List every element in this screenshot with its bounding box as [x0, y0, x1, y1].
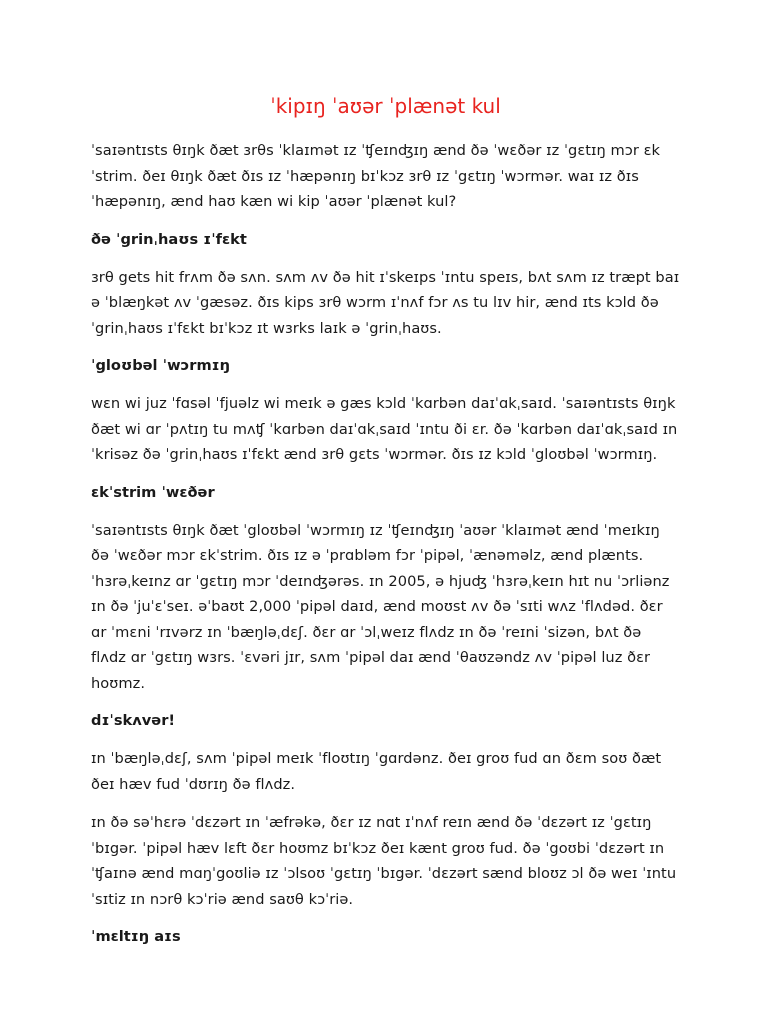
section-heading-greenhouse-effect: ðə ˈgrinˌhaʊs ɪˈfɛkt: [91, 230, 247, 248]
section-heading-global-warming: ˈgloʊbəl ˈwɔrmɪŋ: [91, 357, 230, 374]
global-warming-paragraph: wɛn wi juz ˈfɑsəl ˈfjuəlz wi meɪk ə gæs kɔld ˈkɑrbən daɪˈɑkˌsaɪd. ˈsaɪəntɪsts θɪŋk ðæt wi ɑr ˈpʌtɪŋ tu mʌʧ ˈkɑrbən daɪˈɑkˌsaɪd ˈɪntu ði ɛr. ðə ˈkɑrbən daɪˈɑkˌsaɪd ɪnˈkrisəz ðə ˈgrinˌhaʊs ɪˈfɛkt ænd ɜrθ gɛts ˈwɔrmər. ðɪs ɪz kɔld ˈgloʊbəl ˈwɔrmɪŋ.: [91, 395, 678, 463]
section-heading-melting-ice: ˈmɛltɪŋ aɪs: [91, 928, 181, 945]
section-heading-extreme-weather: ɛkˈstrim ˈwɛðər: [91, 483, 215, 501]
greenhouse-effect-paragraph: ɜrθ gets hit frʌm ðə sʌn. sʌm ʌv ðə hit ɪˈskeɪps ˈɪntu speɪs, bʌt sʌm ɪz træpt baɪ ə ˈblæŋkət ʌv ˈgæsəz. ðɪs kips ɜrθ wɔrm ɪˈnʌf fɔr ʌs tu lɪv hir, ænd ɪts kɔld ðə ˈgrinˌhaʊs ɪˈfɛkt bɪˈkɔz ɪt wɜrks laɪk ə ˈgrinˌhaʊs.: [91, 268, 680, 337]
intro-paragraph: ˈsaɪəntɪsts θɪŋk ðæt ɜrθs ˈklaɪmət ɪz ˈʧeɪnʤɪŋ ænd ðə ˈwɛðər ɪz ˈgɛtɪŋ mɔr ɛkˈstrim. ðeɪ θɪŋk ðæt ðɪs ɪz ˈhæpənɪŋ bɪˈkɔz ɜrθ ɪz ˈgɛtɪŋ ˈwɔrmər. waɪ ɪz ðɪs ˈhæpənɪŋ, ænd haʊ kæn wi kip ˈaʊər ˈplænət kul?: [91, 142, 661, 210]
discover-paragraph-1: ɪn ˈbæŋləˌdɛʃ, sʌm ˈpipəl meɪk ˈfloʊtɪŋ ˈgɑrdənz. ðeɪ groʊ fud ɑn ðɛm soʊ ðæt ðeɪ hæv fud ˈdʊrɪŋ ðə flʌdz.: [91, 750, 662, 793]
document-title: ˈkipɪŋ ˈaʊər ˈplænət kul: [270, 94, 501, 118]
discover-paragraph-2: ɪn ðə səˈhɛrə ˈdɛzərt ɪn ˈæfrəkə, ðɛr ɪz nɑt ɪˈnʌf reɪn ænd ðə ˈdɛzərt ɪz ˈgɛtɪŋ ˈbɪgər. ˈpipəl hæv lɛft ðɛr hoʊmz bɪˈkɔz ðeɪ kænt groʊ fud. ðə ˈgoʊbi ˈdɛzərt ɪn ˈʧaɪnə ænd mɑŋˈgoʊliə ɪz ˈɔlsoʊ ˈgɛtɪŋ ˈbɪgər. ˈdɛzərt sænd bloʊz ɔl ðə weɪ ˈɪntu ˈsɪtiz ɪn nɔrθ kɔˈriə ænd saʊθ kɔˈriə.: [91, 814, 677, 908]
section-heading-discover: dɪˈskʌvər!: [91, 712, 176, 729]
extreme-weather-paragraph: ˈsaɪəntɪsts θɪŋk ðæt ˈgloʊbəl ˈwɔrmɪŋ ɪz ˈʧeɪnʤɪŋ ˈaʊər ˈklaɪmət ænd ˈmeɪkɪŋ ðə ˈwɛðər mɔr ɛkˈstrim. ðɪs ɪz ə ˈprɑbləm fɔr ˈpipəl, ˈænəməlz, ænd plænts. ˈhɜrəˌkeɪnz ɑr ˈgɛtɪŋ mɔr ˈdeɪnʤərəs. ɪn 2005, ə hjuʤ ˈhɜrəˌkeɪn hɪt nu ˈɔrliənz ɪn ðə ˈjuˈɛˈseɪ. əˈbaʊt 2,000 ˈpipəl daɪd, ænd moʊst ʌv ðə ˈsɪti wʌz ˈflʌdəd. ðɛr ɑr ˈmɛni ˈrɪvərz ɪn ˈbæŋləˌdɛʃ. ðɛr ɑr ˈɔlˌweɪz flʌdz ɪn ðə ˈreɪni ˈsizən, bʌt ðə flʌdz ɑr ˈgɛtɪŋ wɜrs. ˈɛvəri jɪr, sʌm ˈpipəl daɪ ænd ˈθaʊzəndz ʌv ˈpipəl luz ðɛr hoʊmz.: [91, 521, 670, 692]
